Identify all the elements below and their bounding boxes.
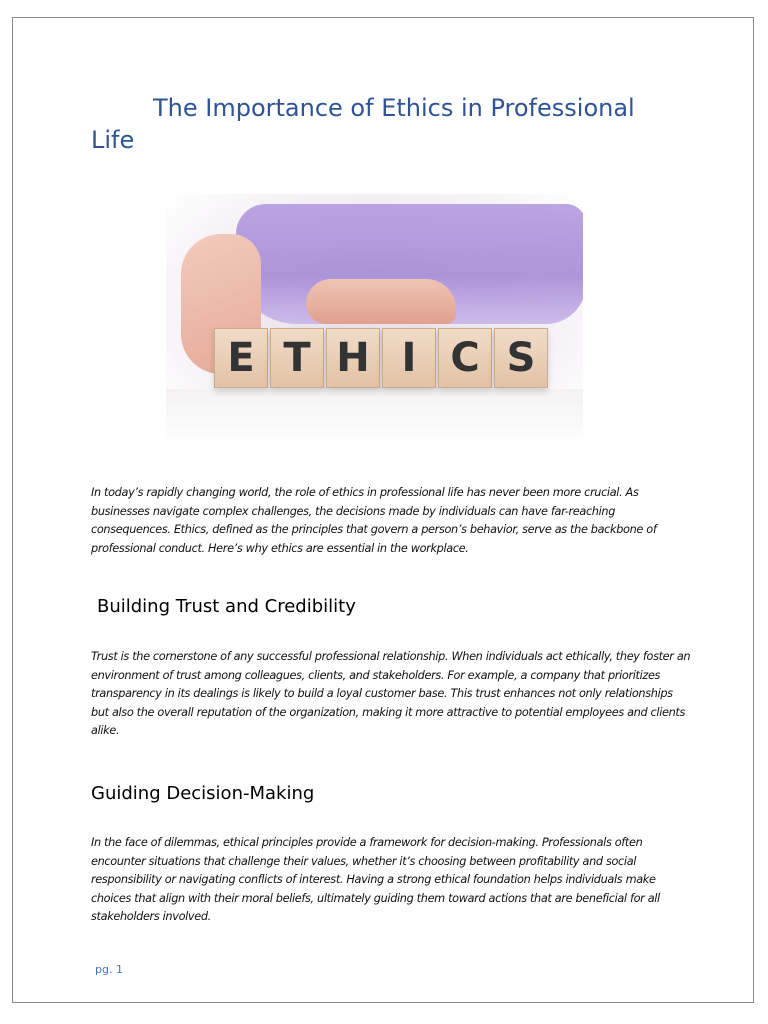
intro-paragraph: In today’s rapidly changing world, the role of ethics in professional life has never been more crucial. As businesses navigate complex challenges, the decisions made by individuals can have far-reaching consequences. Ethics, defined as the principles that govern a person’s behavior, serve as the backbone of professional conduct. Here’s why ethics are essential in the workplace.	[91, 486, 657, 555]
letter-block: T	[270, 328, 324, 388]
right-hand-shape	[306, 279, 456, 324]
page-number: pg. 1	[95, 963, 123, 976]
letter-block: S	[494, 328, 548, 388]
table-surface	[166, 389, 583, 444]
section-heading-trust: Building Trust and Credibility	[97, 596, 356, 617]
document-page	[12, 17, 754, 1003]
section-body-decision: In the face of dilemmas, ethical principles provide a framework for decision-making. Professionals often encounter situations that challenge their values, whether it’s choosing between profitability and social responsibility or navigating conflicts of interest. Having a strong ethical foundation helps individuals make choices that align with their moral beliefs, ultimately guiding them toward actions that are beneficial for all stakeholders involved.	[91, 836, 660, 923]
section-body-trust: Trust is the cornerstone of any successful professional relationship. When individuals act ethically, they foster an environment of trust among colleagues, clients, and stakeholders. For example, a company that prioritizes transparency in its dealings is likely to build a loyal customer base. This trust enhances not only relationships but also the overall reputation of the organization, making it more attractive to potential employees and clients alike.	[91, 650, 691, 737]
section-heading-decision: Guiding Decision-Making	[91, 783, 315, 804]
letter-block: E	[214, 328, 268, 388]
letter-blocks	[214, 328, 548, 388]
letter-block: H	[326, 328, 380, 388]
ethics-blocks-image	[166, 194, 583, 444]
document-title: The Importance of Ethics in Professional Life	[91, 94, 635, 154]
letter-block: C	[438, 328, 492, 388]
letter-block: I	[382, 328, 436, 388]
